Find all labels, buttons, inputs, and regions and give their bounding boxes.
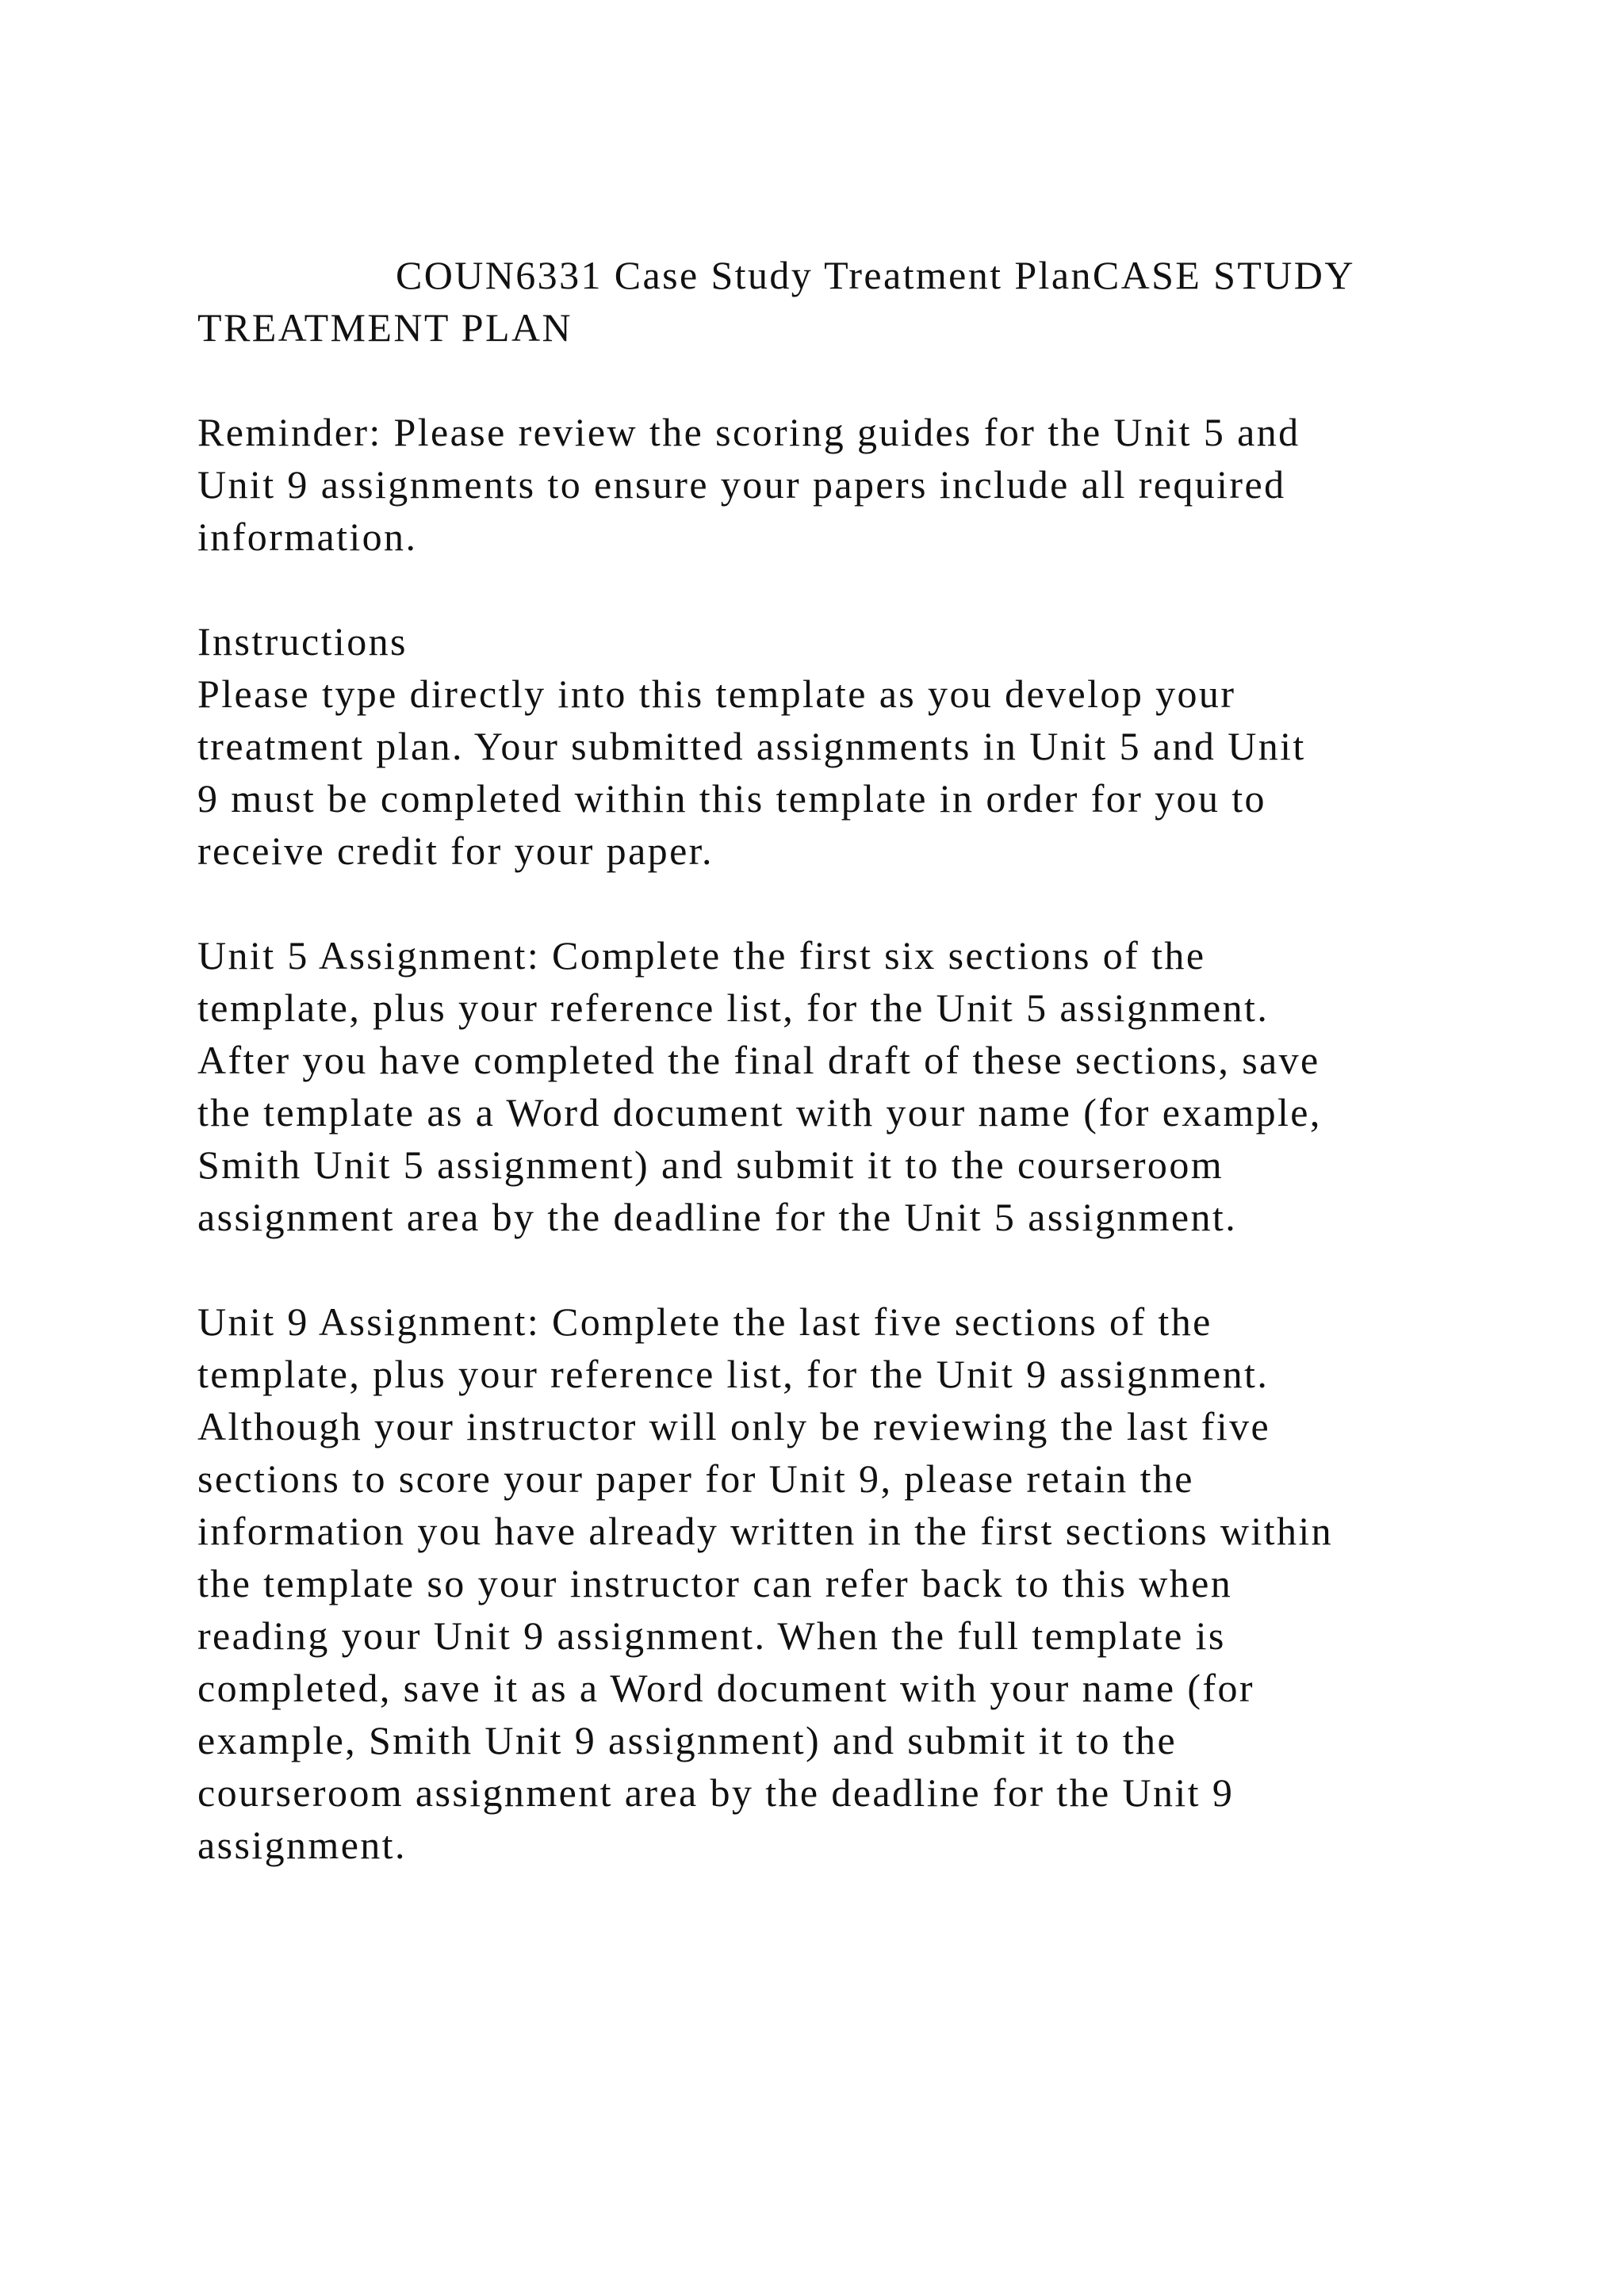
unit-9-assignment-paragraph: Unit 9 Assignment: Complete the last five sections of the template, plus your reference list, for the Unit 9 assignment. Although your instructor will only be reviewing the last five sections to score your paper for Unit 9, please retain the information you have already written in the first sections within the template so your instructor can refer back to this when reading your Unit 9 assignment. When the full template is completed, save it as a Word document with your name (for example, Smith Unit 9 assignment) and submit it to the courseroom assignment area by the deadline for the Unit 9 assignment. xyxy=(197,1299,1334,1867)
instructions-heading: Instructions xyxy=(197,619,408,664)
unit-5-assignment-paragraph: Unit 5 Assignment: Complete the first six sections of the template, plus your reference list, for the Unit 5 assignment. After you have completed the final draft of these sections, save the template as a Word document with your name (for example, Smith Unit 5 assignment) and submit it to the courseroom assignment area by the deadline for the Unit 5 assignment. xyxy=(197,933,1322,1239)
document-title-line-2: TREATMENT PLAN xyxy=(197,305,573,350)
paragraph-spacer xyxy=(197,877,1434,929)
instructions-paragraph: Please type directly into this template as you develop your treatment plan. Your submitted assignments in Unit 5 and Unit 9 must be completed within this template in order for you to receive credit for your paper. xyxy=(197,672,1306,873)
document-title-line-1: COUN6331 Case Study Treatment PlanCASE STUDY xyxy=(396,253,1355,297)
paragraph-spacer xyxy=(197,563,1434,615)
paragraph-spacer xyxy=(197,354,1434,406)
reminder-paragraph: Reminder: Please review the scoring guides for the Unit 5 and Unit 9 assignments to ensure your papers include all required information. xyxy=(197,410,1300,559)
document-body xyxy=(197,249,1434,1871)
paragraph-spacer xyxy=(197,1243,1434,1295)
